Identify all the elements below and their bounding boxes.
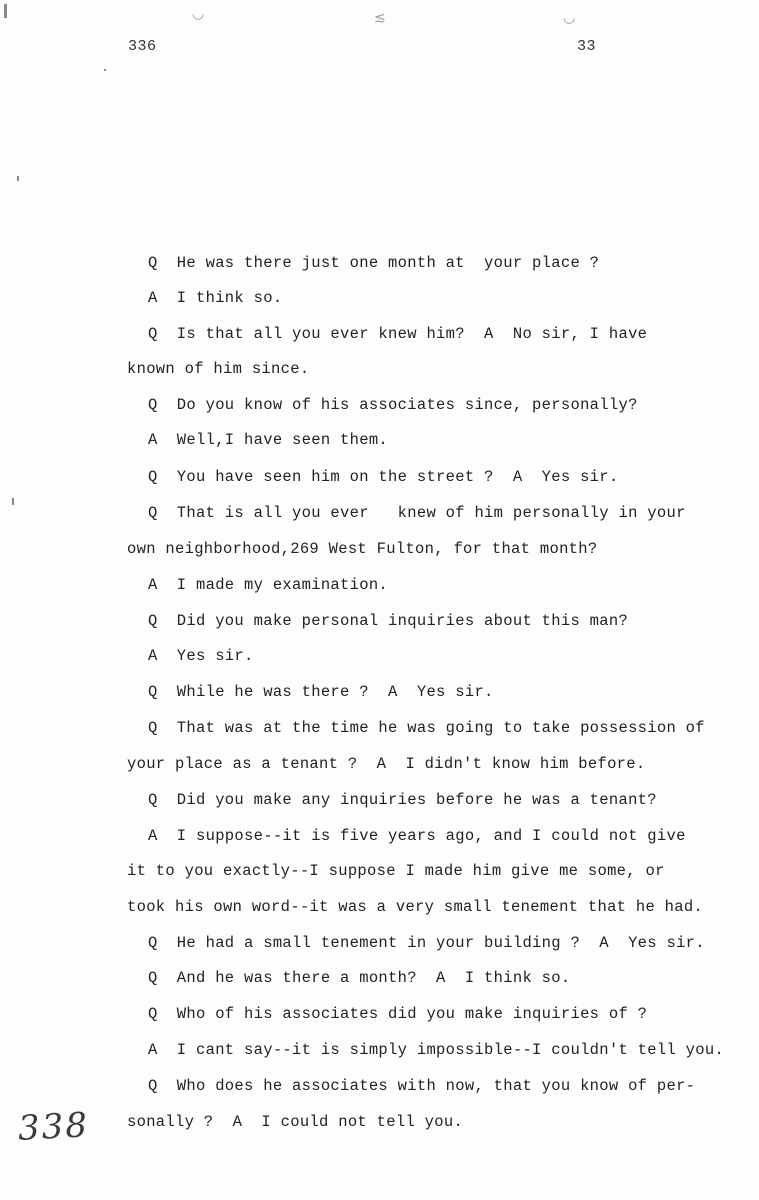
margin-mark [17, 176, 19, 181]
page-number-left: 336 [128, 38, 157, 55]
transcript-line: own neighborhood,269 West Fulton, for that month? [127, 540, 598, 558]
margin-mark [104, 69, 106, 71]
margin-mark [4, 4, 7, 18]
ink-smudge: ◡ [563, 10, 576, 26]
transcript-line: A I made my examination. [148, 576, 389, 594]
margin-mark [12, 498, 14, 505]
transcript-line: A I think so. [148, 289, 283, 307]
transcript-line: Q Did you make any inquiries before he was a tenant? [148, 791, 657, 809]
transcript-line: known of him since. [127, 360, 310, 378]
transcript-line: Q Who of his associates did you make inquiries of ? [148, 1005, 648, 1023]
transcript-line: it to you exactly--I suppose I made him give me some, or [127, 862, 665, 880]
transcript-line: Q Did you make personal inquiries about this man? [148, 612, 629, 630]
transcript-line: A Well,I have seen them. [148, 431, 389, 449]
transcript-line: Q You have seen him on the street ? A Yes sir. [148, 468, 619, 486]
transcript-line: your place as a tenant ? A I didn't know him before. [127, 755, 646, 773]
transcript-line: Q That is all you ever knew of him personally in your [148, 504, 686, 522]
transcript-line: Q While he was there ? A Yes sir. [148, 683, 494, 701]
transcript-line: Q And he was there a month? A I think so. [148, 969, 571, 987]
page-number-right: 33 [577, 38, 597, 55]
ink-smudge: ≲ [374, 10, 386, 26]
transcript-line: Q Who does he associates with now, that you know of per- [148, 1077, 696, 1095]
transcript-line: took his own word--it was a very small tenement that he had. [127, 898, 704, 916]
transcript-line: sonally ? A I could not tell you. [127, 1113, 464, 1131]
transcript-line: Q Is that all you ever knew him? A No sir, I have [148, 325, 648, 343]
transcript-line: Q That was at the time he was going to take possession of [148, 719, 705, 737]
transcript-line: Q He had a small tenement in your building ? A Yes sir. [148, 934, 705, 952]
transcript-line: A Yes sir. [148, 647, 254, 665]
handwritten-page-number: 338 [17, 1105, 90, 1149]
ink-smudge: ◡ [192, 6, 205, 22]
transcript-line: A I cant say--it is simply impossible--I couldn't tell you. [148, 1041, 725, 1059]
transcript-line: Q He was there just one month at your place ? [148, 254, 600, 272]
transcript-line: A I suppose--it is five years ago, and I could not give [148, 827, 686, 845]
transcript-line: Q Do you know of his associates since, personally? [148, 396, 638, 414]
